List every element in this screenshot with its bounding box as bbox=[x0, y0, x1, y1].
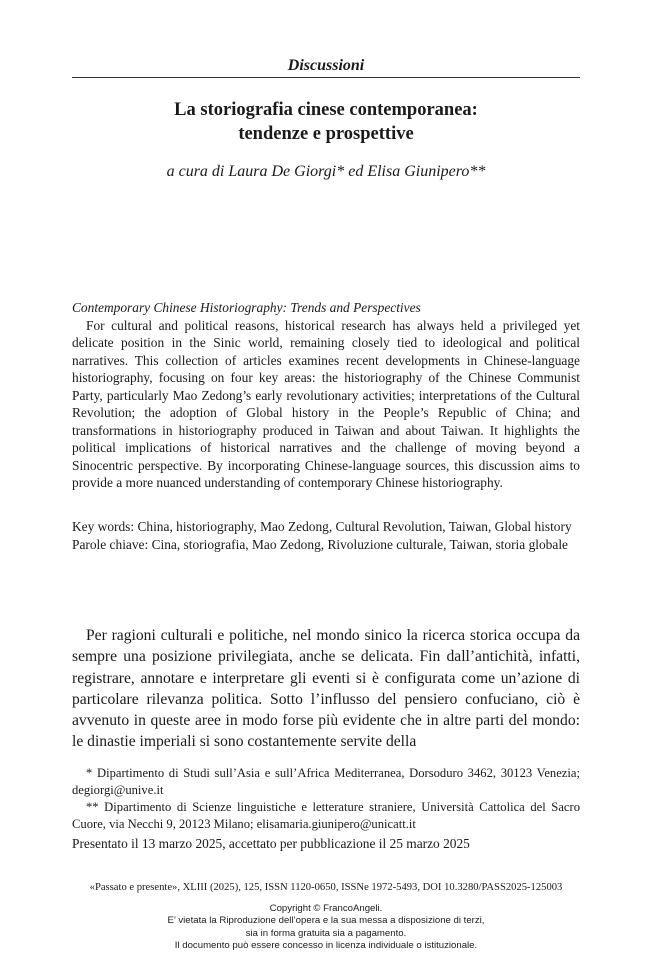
editors: a cura di Laura De Giorgi* ed Elisa Giunipero** bbox=[166, 163, 486, 180]
article-title-line-2: tendenze e prospettive bbox=[238, 124, 414, 144]
keywords-english: Key words: China, historiography, Mao Zedong, Cultural Revolution, Taiwan, Global history bbox=[72, 519, 572, 534]
body-paragraph: Per ragioni culturali e politiche, nel mondo sinico la ricerca storica occupa da sempre una posizione privilegiata, anche se delicata. Fin dall’antichità, infatti, registrare, annotare e interpretare gli eventi si è configurata come un’azione di particolare rilevanza politica. Sotto l’influsso del pensiero confuciano, ciò è avvenuto in queste aree in modo forse più evidente che in altre parti del mondo: le dinastie imperiali si sono costantemente servite della bbox=[72, 627, 580, 751]
copyright-line-4: Il documento può essere concesso in licenza individuale o istituzionale. bbox=[174, 940, 478, 952]
footnote-2: ** Dipartimento di Scienze linguistiche e letterature straniere, Università Cattolica del Sacro Cuore, via Necchi 9, 20123 Milano; elisamaria.giunipero@unicatt.it bbox=[72, 800, 580, 831]
keywords-italian: Parole chiave: Cina, storiografia, Mao Zedong, Rivoluzione culturale, Taiwan, storia globale bbox=[72, 536, 568, 552]
article-title bbox=[72, 98, 580, 146]
copyright-notice bbox=[72, 903, 580, 953]
copyright-line-2: E’ vietata la Riproduzione dell’opera e la sua messa a disposizione di terzi, bbox=[167, 915, 485, 927]
copyright-line-3: sia in forma gratuita sia a pagamento. bbox=[245, 927, 407, 939]
article-title-line-1: La storiografia cinese contemporanea: bbox=[174, 100, 478, 120]
footnote-1: * Dipartimento di Studi sull’Asia e sull’Africa Mediterranea, Dorsoduro 3462, 30123 Venezia; degiorgi@unive.it bbox=[72, 766, 580, 797]
abstract-text: For cultural and political reasons, historical research has always held a privileged yet delicate position in the Sinic world, remaining closely tied to ideological and political narratives. This collection of articles examines recent developments in Chinese-language historiography, focusing on four key areas: the historiography of the Chinese Communist Party, particularly Mao Zedong’s early revolutionary activities; interpretations of the Cultural Revolution; the adoption of Global history in the People’s Republic of China; and transformations in historiography produced in Taiwan and about Taiwan. It highlights the political implications of historical narratives and the challenge of moving beyond a Sinocentric perspective. By incorporating Chinese-language sources, this discussion aims to provide a more nuanced understanding of contemporary Chinese historiography. bbox=[72, 317, 580, 490]
header-rule bbox=[72, 77, 580, 78]
citation-line: «Passato e presente», XLIII (2025), 125, ISSN 1120-0650, ISSNe 1972-5493, DOI 10.3280/PASS2025-125003 bbox=[89, 882, 563, 893]
copyright-line-1: Copyright © FrancoAngeli. bbox=[269, 903, 383, 914]
footnotes bbox=[72, 765, 580, 833]
section-header: Discussioni bbox=[287, 57, 365, 74]
submission-dates: Presentato il 13 marzo 2025, accettato per pubblicazione il 25 marzo 2025 bbox=[72, 836, 470, 851]
keywords bbox=[72, 518, 580, 553]
abstract bbox=[72, 299, 580, 492]
abstract-title: Contemporary Chinese Historiography: Trends and Perspectives bbox=[72, 300, 421, 315]
